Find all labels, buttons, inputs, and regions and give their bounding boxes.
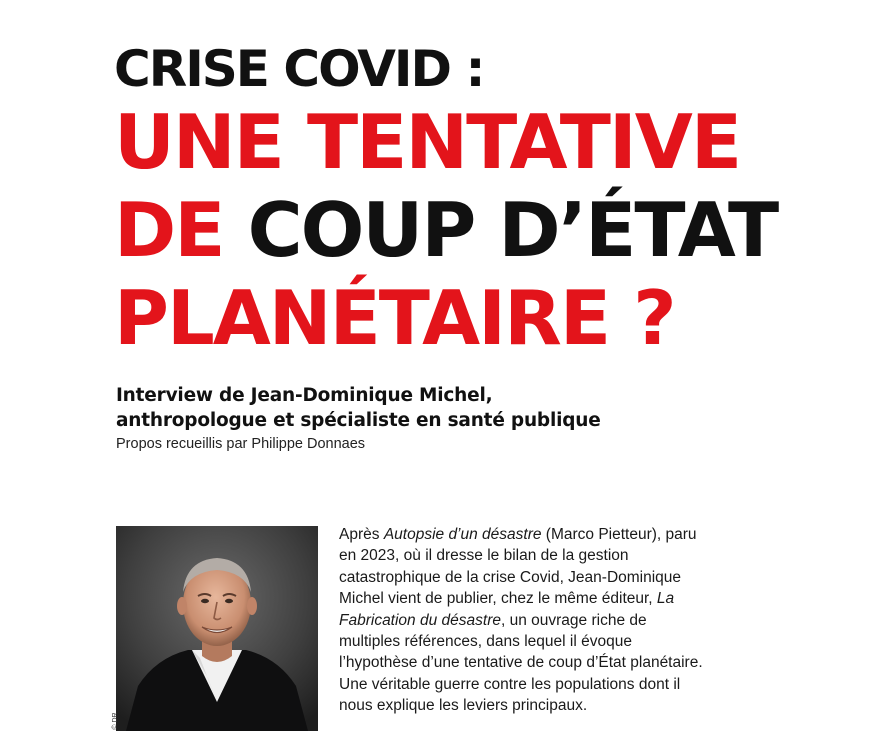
interview-credit: Propos recueillis par Philippe Donnaes bbox=[116, 436, 366, 452]
headline-line-1: CRISE COVID : bbox=[114, 40, 484, 98]
headline-line-2: UNE TENTATIVE bbox=[114, 98, 741, 186]
article-text-2: (Marco Pietteur), paru en 2023, où il dresse le bilan de la gestion catastrophique de la crise Covid, Jean-Dominique Michel vient de publier, chez le même éditeur, bbox=[339, 526, 697, 608]
intro-block bbox=[116, 383, 816, 453]
article-text-3: , un ouvrage riche de multiples références, dans lequel il évoque l’hypothèse d’une tentative de coup d’État planétaire. Une véritable guerre contre les populations dont il nous explique les leviers principaux. bbox=[339, 611, 703, 715]
headline-line-3-black: COUP D’ÉTAT bbox=[247, 186, 778, 274]
article-intro bbox=[339, 524, 709, 717]
book-title-1: Autopsie d’un désastre bbox=[383, 526, 542, 543]
headline bbox=[114, 40, 777, 362]
book-title-2: La Fabrication du désastre bbox=[339, 590, 675, 629]
photo-credit: © DR bbox=[112, 712, 119, 730]
headline-line-4: PLANÉTAIRE ? bbox=[114, 274, 675, 362]
headline-line-3 bbox=[114, 186, 777, 274]
intro-title-line-2: anthropologue et spécialiste en santé publique bbox=[116, 410, 601, 431]
intro-title-line-1: Interview de Jean-Dominique Michel, bbox=[116, 385, 493, 406]
intro-title bbox=[116, 383, 816, 433]
headline-line-3-red: DE bbox=[114, 186, 224, 274]
portrait-photo bbox=[116, 526, 318, 731]
article-text-1: Après bbox=[339, 526, 384, 543]
